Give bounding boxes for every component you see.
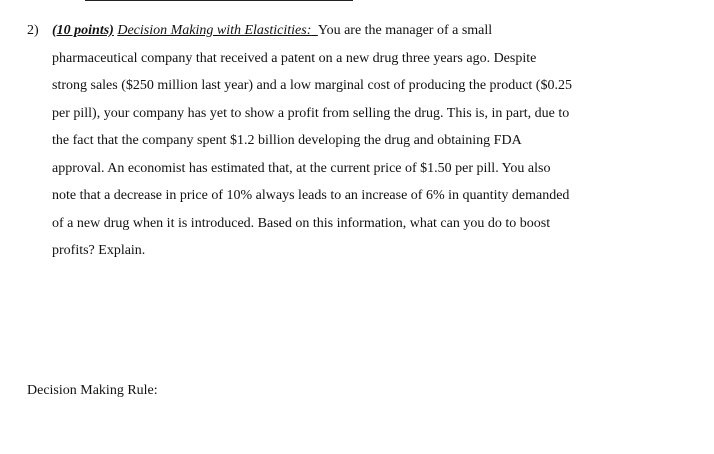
question-body [52, 17, 667, 265]
top-divider-line [85, 0, 353, 1]
question-line: note that a decrease in price of 10% always leads to an increase of 6% in quantity demanded [52, 188, 570, 203]
question-line: approval. An economist has estimated that, at the current price of $1.50 per pill. You also [52, 160, 551, 176]
decision-making-rule-label: Decision Making Rule: [27, 383, 158, 398]
question-number: 2) [27, 23, 39, 38]
question-first-line-text: You are the manager of a small [317, 23, 493, 38]
question-line: the fact that the company spent $1.2 billion developing the drug and obtaining FDA [52, 133, 522, 148]
question-line: of a new drug when it is introduced. Based on this information, what can you do to boost [52, 215, 551, 231]
question-line: strong sales ($250 million last year) and a low marginal cost of producing the product ($0.25 [52, 78, 572, 93]
question-line: pharmaceutical company that received a patent on a new drug three years ago. Despite [52, 50, 537, 66]
question-line: per pill), your company has yet to show a profit from selling the drug. This is, in part, due to [52, 105, 570, 121]
question-title: Decision Making with Elasticities: [117, 23, 312, 38]
question-first-line [52, 17, 667, 45]
question-line: profits? Explain. [52, 243, 146, 258]
question-points: (10 points) [52, 23, 114, 38]
